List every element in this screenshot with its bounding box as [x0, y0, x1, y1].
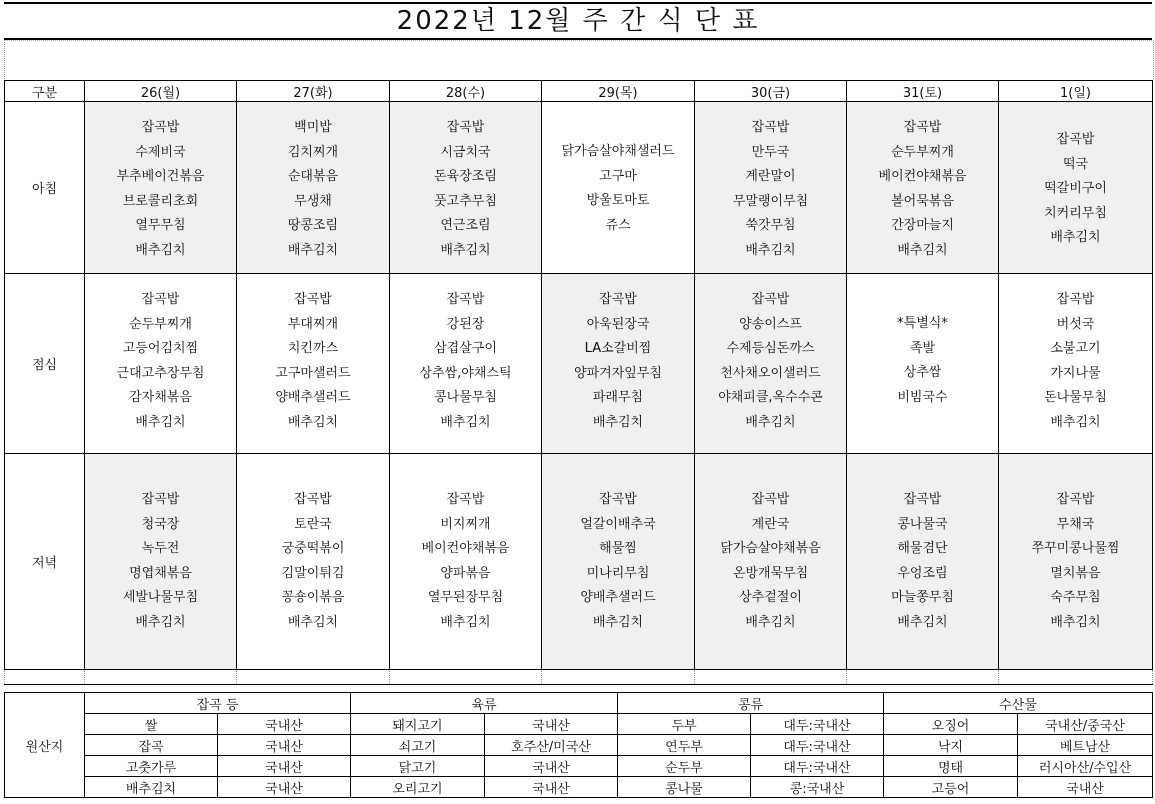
menu-cell: [999, 274, 1153, 454]
menu-item: 잡곡밥: [141, 492, 180, 507]
menu-item: 미나리무침: [586, 565, 650, 581]
menu-item: 배추김치: [440, 414, 491, 430]
menu-item: 시금치국: [440, 144, 491, 160]
menu-cell: [85, 274, 237, 454]
menu-item: 양배추샐러드: [580, 590, 656, 605]
origin-label: 원산지: [5, 693, 85, 798]
category-header: 구분: [5, 81, 85, 102]
menu-item: 아욱된장국: [586, 316, 650, 332]
menu-item: 풋고추무침: [434, 193, 497, 209]
menu-item: 근대고추장무침: [116, 365, 205, 381]
day-header: 1(일): [999, 81, 1153, 102]
menu-item: 상추쌈: [903, 365, 942, 380]
menu-item: 파래무침: [592, 390, 644, 405]
menu-cell: [390, 454, 542, 670]
origin-group: 수산물: [884, 693, 1153, 714]
menu-item: 잡곡밥: [751, 492, 790, 507]
menu-item: 순두부찌개: [129, 316, 192, 332]
menu-item: 강된장: [446, 316, 485, 332]
menu-item: 떡갈비구이: [1044, 181, 1107, 196]
menu-item: 멸치볶음: [1050, 565, 1101, 581]
menu-item: 배추김치: [897, 614, 948, 630]
menu-item: 배추김치: [135, 414, 186, 430]
menu-item: 가지나물: [1050, 365, 1101, 381]
meal-table: [4, 80, 1153, 685]
menu-item: 야채피클,옥수수콘: [718, 390, 823, 405]
menu-cell: [85, 454, 237, 670]
origin-source: 국내산: [1018, 777, 1153, 798]
menu-item: 상추쌈,야채스틱: [419, 365, 512, 381]
menu-item: 잡곡밥: [599, 292, 637, 307]
origin-item: 낙지: [884, 735, 1018, 756]
menu-item: 잡곡밥: [1056, 132, 1095, 147]
menu-item: 콩나물무침: [434, 390, 497, 405]
menu-item: 쥬스: [605, 217, 631, 233]
menu-item: 배추김치: [440, 614, 491, 630]
menu-item: 배추김치: [897, 242, 948, 258]
menu-item: 삼겹살구이: [434, 341, 497, 356]
menu-item: 잡곡밥: [141, 292, 180, 307]
menu-item: 콩나물국: [897, 516, 948, 532]
menu-item: 김치찌개: [287, 144, 339, 160]
origin-group: 잡곡 등: [85, 693, 351, 714]
menu-item: 양배추샐러드: [275, 390, 351, 405]
menu-item: 만두국: [751, 144, 790, 160]
origin-item: 콩나물: [618, 777, 751, 798]
day-header: 29(목): [542, 81, 695, 102]
menu-item: 토란국: [294, 516, 332, 532]
menu-item: 배추김치: [745, 242, 796, 258]
origin-source: 국내산: [218, 714, 351, 735]
menu-item: 우엉조림: [897, 565, 948, 581]
origin-group: 콩류: [618, 693, 884, 714]
origin-group: 육류: [351, 693, 618, 714]
menu-item: 배추김치: [1050, 414, 1101, 430]
menu-item: 배추김치: [135, 614, 186, 630]
menu-item: 닭가슴살야채볶음: [720, 541, 821, 556]
menu-item: 족발: [909, 340, 936, 356]
menu-item: 양송이스프: [739, 316, 802, 332]
menu-item: 배추김치: [1050, 230, 1101, 245]
menu-item: 배추김치: [287, 614, 339, 630]
meal-label-dinner: 저녁: [5, 454, 85, 670]
day-header: 31(토): [847, 81, 999, 102]
menu-item: 천사채오이샐러드: [720, 365, 821, 381]
origin-source: 국내산/중국산: [1018, 714, 1153, 735]
origin-item: 쇠고기: [351, 735, 485, 756]
spacer-row: [5, 670, 1153, 685]
menu-cell: [999, 102, 1153, 274]
menu-cell: [542, 102, 695, 274]
menu-cell: [237, 454, 390, 670]
origin-item: 배추김치: [85, 777, 218, 798]
menu-item: 해물찜: [599, 541, 637, 556]
menu-item: 세발나물무침: [122, 590, 199, 605]
menu-item: 치커리무침: [1044, 205, 1107, 221]
menu-item: 숙주무침: [1050, 590, 1101, 605]
dinner-row: [5, 454, 1153, 670]
menu-item: 배추김치: [592, 614, 644, 630]
menu-item: 감자채볶음: [129, 390, 192, 405]
menu-cell: [695, 454, 847, 670]
menu-item: 백미밥: [294, 120, 332, 135]
menu-item: 소불고기: [1050, 341, 1101, 356]
menu-item: 땅콩조림: [287, 218, 339, 233]
origin-item: 돼지고기: [351, 714, 485, 735]
menu-item: 방울토마토: [586, 193, 650, 208]
origin-item: 순두부: [618, 756, 751, 777]
origin-source: 콩:국내산: [751, 777, 884, 798]
origin-item: 쌀: [85, 714, 218, 735]
menu-item: 무생채: [294, 193, 332, 209]
menu-item: 닭가슴살야채샐러드: [561, 144, 675, 159]
menu-item: 잡곡밥: [446, 292, 485, 307]
menu-item: LA소갈비찜: [584, 341, 652, 356]
header-row: [5, 81, 1153, 102]
menu-item: 부추베이건볶음: [116, 169, 205, 184]
menu-cell: [695, 274, 847, 454]
origin-row: [5, 756, 1153, 777]
menu-item: 쑥갓무침: [745, 218, 796, 233]
menu-item: 무말랭이무침: [732, 193, 809, 209]
menu-cell: [847, 102, 999, 274]
menu-item: 얼갈이배추국: [580, 516, 656, 532]
menu-item: 계란말이: [745, 169, 796, 184]
origin-item: 오징어: [884, 714, 1018, 735]
menu-cell: [542, 454, 695, 670]
menu-item: 베이컨야채볶음: [878, 169, 967, 184]
origin-source: 국내산: [218, 735, 351, 756]
menu-cell: [999, 454, 1153, 670]
menu-item: 간장마늘지: [891, 218, 954, 233]
menu-item: 순대볶음: [287, 169, 339, 184]
menu-item: 고등어김치찜: [122, 341, 199, 356]
menu-item: 잡곡밥: [599, 492, 637, 507]
spacer-row: [4, 40, 1154, 79]
menu-item: 잡곡밥: [903, 120, 942, 135]
origin-item: 잡곡: [85, 735, 218, 756]
menu-item: 수제비국: [135, 144, 186, 160]
menu-cell: [847, 454, 999, 670]
origin-source: 국내산: [218, 756, 351, 777]
origin-source: 국내산: [485, 714, 618, 735]
origin-source: 대두:국내산: [751, 735, 884, 756]
origin-item: 오리고기: [351, 777, 485, 798]
menu-item: 해물겸단: [897, 541, 948, 556]
menu-item: 부대찌개: [287, 316, 339, 332]
menu-item: 무채국: [1056, 516, 1095, 532]
day-header: 26(월): [85, 81, 237, 102]
menu-item: 잡곡밥: [446, 120, 485, 135]
menu-item: 양파볶음: [440, 565, 491, 581]
menu-item: 버섯국: [1056, 316, 1095, 332]
menu-item: 잡곡밥: [446, 492, 485, 507]
origin-row: [5, 777, 1153, 798]
menu-item: 궁중떡볶이: [281, 541, 345, 556]
menu-item: 돈육장조림: [434, 169, 497, 184]
menu-item: 잡곡밥: [751, 120, 790, 135]
menu-item: 잡곡밥: [751, 292, 790, 307]
menu-item: 계란국: [751, 516, 790, 532]
origin-group-row: [5, 693, 1153, 714]
menu-item: 김말이튀김: [281, 565, 345, 581]
menu-item: 볼어묵볶음: [891, 193, 954, 209]
day-header: 28(수): [390, 81, 542, 102]
menu-item: 고구마샐러드: [275, 365, 351, 381]
menu-cell: [542, 274, 695, 454]
menu-item: 상추겉절이: [739, 590, 802, 605]
menu-item: 잡곡밥: [1056, 492, 1095, 507]
menu-item: 순두부찌개: [891, 144, 954, 160]
origin-table: [4, 692, 1153, 798]
menu-item: 잡곡밥: [294, 292, 332, 307]
lunch-row: [5, 274, 1153, 454]
origin-source: 대두:국내산: [751, 756, 884, 777]
menu-item: 배추김치: [745, 414, 796, 430]
menu-item: 배추김치: [440, 242, 491, 258]
origin-source: 러시아산/수입산: [1018, 756, 1153, 777]
origin-source: 국내산: [485, 756, 618, 777]
menu-item: 떡국: [1062, 156, 1089, 172]
page-title: 2022년 12월 주 간 식 단 표: [4, 2, 1152, 40]
day-header: 27(화): [237, 81, 390, 102]
menu-item: 잡곡밥: [1056, 292, 1095, 307]
menu-item: 녹두전: [141, 541, 180, 556]
menu-item: 꽁숑이볶음: [281, 590, 345, 605]
menu-item: 열무된장무침: [427, 590, 504, 605]
origin-source: 대두:국내산: [751, 714, 884, 735]
origin-row: [5, 714, 1153, 735]
menu-cell: [847, 274, 999, 454]
menu-item: *특별식*: [897, 316, 948, 331]
menu-cell: [390, 102, 542, 274]
menu-item: 치킨까스: [287, 341, 339, 356]
origin-item: 명태: [884, 756, 1018, 777]
menu-item: 베이컨야채볶음: [421, 541, 510, 556]
breakfast-row: [5, 102, 1153, 274]
origin-item: 고등어: [884, 777, 1018, 798]
meal-label-breakfast: 아침: [5, 102, 85, 274]
menu-item: 청국장: [141, 516, 180, 532]
menu-item: 배추김치: [135, 242, 186, 258]
menu-cell: [85, 102, 237, 274]
menu-item: 온방개묵무침: [732, 565, 809, 581]
menu-cell: [390, 274, 542, 454]
menu-item: 배추김치: [287, 242, 339, 258]
origin-row: [5, 735, 1153, 756]
origin-item: 닭고기: [351, 756, 485, 777]
menu-item: 명엽채볶음: [129, 565, 192, 581]
menu-item: 수제등심돈까스: [726, 341, 815, 356]
menu-item: 브로콜리초회: [122, 193, 199, 209]
menu-item: 연근조림: [440, 218, 491, 233]
menu-item: 비빔국수: [897, 389, 948, 405]
menu-item: 배추김치: [592, 414, 644, 430]
menu-cell: [237, 102, 390, 274]
menu-item: 잡곡밥: [294, 492, 332, 507]
origin-source: 국내산: [485, 777, 618, 798]
origin-item: 고춧가루: [85, 756, 218, 777]
menu-item: 쭈꾸미콩나물찜: [1031, 541, 1120, 556]
menu-item: 고구마: [599, 168, 637, 184]
day-header: 30(금): [695, 81, 847, 102]
menu-item: 비지찌개: [440, 516, 491, 532]
meal-label-lunch: 점심: [5, 274, 85, 454]
menu-item: 양파겨자잎무침: [574, 365, 662, 381]
menu-item: 배추김치: [287, 414, 339, 430]
origin-source: 국내산: [218, 777, 351, 798]
menu-item: 잡곡밥: [141, 120, 180, 135]
origin-item: 연두부: [618, 735, 751, 756]
menu-item: 마늘쫑무침: [891, 590, 954, 605]
menu-item: 돈나물무침: [1044, 390, 1107, 405]
origin-source: 베트남산: [1018, 735, 1153, 756]
menu-cell: [237, 274, 390, 454]
menu-item: 잡곡밥: [903, 492, 942, 507]
origin-item: 두부: [618, 714, 751, 735]
menu-item: 열무무침: [135, 218, 186, 233]
menu-item: 배추김치: [745, 614, 796, 630]
menu-item: 배추김치: [1050, 614, 1101, 630]
origin-source: 호주산/미국산: [485, 735, 618, 756]
menu-cell: [695, 102, 847, 274]
